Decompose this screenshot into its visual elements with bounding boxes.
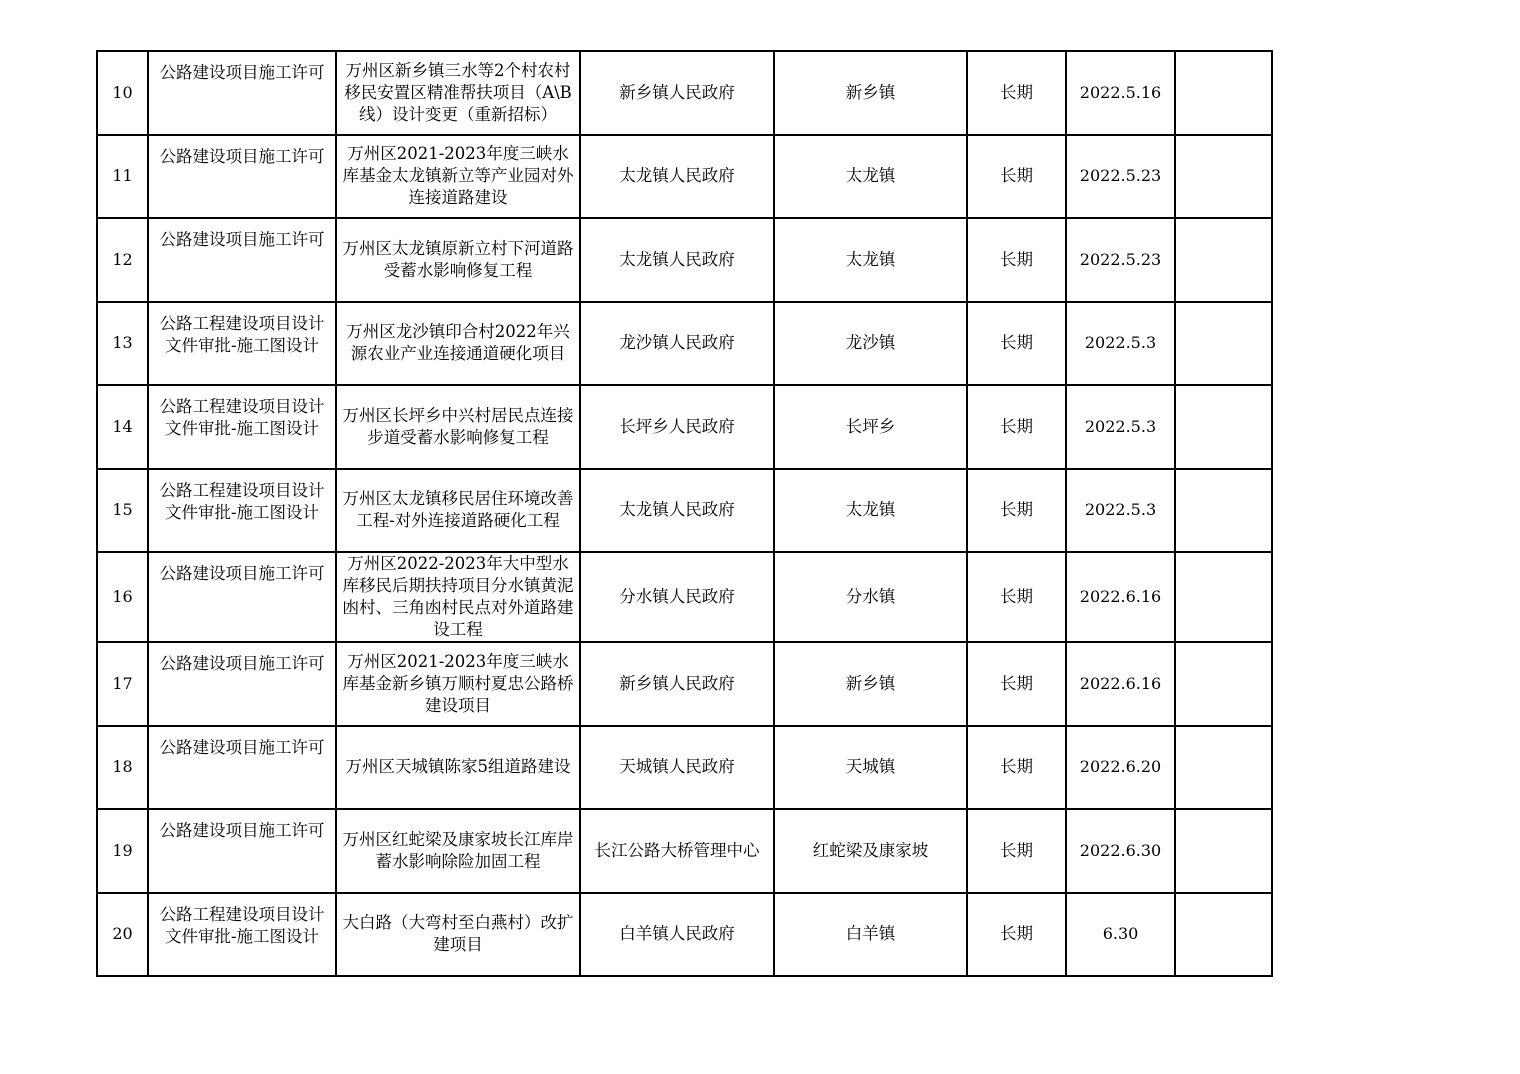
approval-type-cell	[148, 552, 336, 642]
location-text: 龙沙镇	[845, 333, 896, 353]
applicant-cell	[580, 469, 774, 553]
approval-date-text: 2022.6.20	[1079, 757, 1162, 777]
row-number-cell	[97, 552, 148, 642]
applicant-text: 长江公路大桥管理中心	[594, 840, 760, 860]
remarks-cell	[1175, 135, 1272, 219]
table-row	[97, 726, 1272, 810]
approval-date-cell	[1066, 893, 1175, 977]
applicant-cell	[580, 51, 774, 135]
project-name-cell	[336, 469, 580, 553]
row-number-cell	[97, 51, 148, 135]
validity-term-cell	[967, 469, 1066, 553]
validity-term-text: 长期	[1000, 82, 1033, 102]
row-number-text: 14	[112, 416, 133, 436]
row-number-text: 11	[112, 166, 133, 186]
location-cell	[774, 552, 967, 642]
project-name-text: 万州区2021-2023年度三峡水库基金太龙镇新立等产业园对外连接道路建设	[342, 144, 574, 208]
location-cell	[774, 469, 967, 553]
applicant-cell	[580, 726, 774, 810]
location-cell	[774, 893, 967, 977]
project-name-cell	[336, 893, 580, 977]
remarks-cell	[1175, 726, 1272, 810]
project-name-text: 万州区天城镇陈家5组道路建设	[345, 757, 571, 777]
applicant-cell	[580, 893, 774, 977]
applicant-text: 白羊镇人民政府	[619, 924, 735, 944]
row-number-text: 15	[112, 500, 133, 520]
approval-type-text: 公路建设项目施工许可	[159, 737, 325, 757]
row-number-text: 18	[112, 757, 133, 777]
validity-term-cell	[967, 135, 1066, 219]
location-cell	[774, 726, 967, 810]
approval-date-text: 2022.6.16	[1079, 587, 1162, 606]
row-number-cell	[97, 385, 148, 469]
project-name-text: 大白路（大弯村至白燕村）改扩建项目	[342, 913, 574, 955]
validity-term-cell	[967, 302, 1066, 386]
project-name-cell	[336, 385, 580, 469]
location-cell	[774, 51, 967, 135]
row-number-cell	[97, 726, 148, 810]
location-text: 分水镇	[845, 587, 896, 606]
table-row	[97, 893, 1272, 977]
row-number-cell	[97, 809, 148, 893]
applicant-text: 分水镇人民政府	[619, 587, 735, 606]
location-cell	[774, 642, 967, 726]
row-number-text: 10	[112, 82, 133, 102]
table-body	[97, 51, 1272, 976]
row-number-text: 19	[112, 840, 133, 860]
approval-type-text: 公路建设项目施工许可	[159, 564, 325, 583]
applicant-cell	[580, 302, 774, 386]
location-cell	[774, 809, 967, 893]
table-row	[97, 218, 1272, 302]
approval-type-cell	[148, 893, 336, 977]
table-row	[97, 642, 1272, 726]
project-name-text: 万州区2021-2023年度三峡水库基金新乡镇万顺村夏忠公路桥建设项目	[342, 651, 574, 715]
applicant-text: 长坪乡人民政府	[619, 416, 735, 436]
table-row	[97, 385, 1272, 469]
approval-type-text: 公路建设项目施工许可	[159, 654, 325, 673]
approval-type-cell	[148, 135, 336, 219]
validity-term-text: 长期	[1000, 333, 1033, 353]
applicant-text: 新乡镇人民政府	[619, 673, 735, 693]
validity-term-cell	[967, 218, 1066, 302]
approval-type-cell	[148, 726, 336, 810]
validity-term-cell	[967, 809, 1066, 893]
location-cell	[774, 135, 967, 219]
location-text: 天城镇	[845, 757, 896, 777]
approval-type-cell	[148, 809, 336, 893]
remarks-cell	[1175, 51, 1272, 135]
approval-date-cell	[1066, 302, 1175, 386]
approval-date-cell	[1066, 726, 1175, 810]
validity-term-text: 长期	[1000, 416, 1033, 436]
validity-term-cell	[967, 726, 1066, 810]
remarks-cell	[1175, 642, 1272, 726]
project-name-text: 万州区长坪乡中兴村居民点连接步道受蓄水影响修复工程	[342, 405, 574, 447]
approval-type-text: 公路工程建设项目设计文件审批-施工图设计	[159, 313, 325, 355]
approval-date-cell	[1066, 218, 1175, 302]
applicant-cell	[580, 135, 774, 219]
row-number-text: 17	[112, 673, 133, 693]
applicant-text: 太龙镇人民政府	[619, 500, 735, 520]
row-number-cell	[97, 642, 148, 726]
applicant-text: 天城镇人民政府	[619, 757, 735, 777]
location-text: 新乡镇	[845, 673, 896, 693]
project-name-text: 万州区龙沙镇印合村2022年兴源农业产业连接通道硬化项目	[346, 322, 570, 364]
validity-term-text: 长期	[1000, 166, 1033, 186]
applicant-text: 太龙镇人民政府	[619, 249, 735, 269]
remarks-cell	[1175, 302, 1272, 386]
row-number-cell	[97, 469, 148, 553]
validity-term-cell	[967, 51, 1066, 135]
approval-date-text: 2022.5.23	[1079, 166, 1162, 186]
project-name-text: 万州区太龙镇原新立村下河道路受蓄水影响修复工程	[342, 238, 574, 280]
table-row	[97, 135, 1272, 219]
row-number-cell	[97, 135, 148, 219]
approval-type-cell	[148, 51, 336, 135]
validity-term-text: 长期	[1000, 500, 1033, 520]
row-number-cell	[97, 218, 148, 302]
approval-type-text: 公路建设项目施工许可	[159, 63, 325, 82]
validity-term-text: 长期	[1000, 249, 1033, 269]
project-name-cell	[336, 809, 580, 893]
approval-date-cell	[1066, 552, 1175, 642]
validity-term-text: 长期	[1000, 924, 1033, 944]
approval-type-cell	[148, 642, 336, 726]
validity-term-text: 长期	[1000, 587, 1033, 606]
table-row	[97, 552, 1272, 642]
project-name-cell	[336, 218, 580, 302]
applicant-cell	[580, 642, 774, 726]
approval-type-cell	[148, 385, 336, 469]
location-text: 太龙镇	[845, 500, 896, 520]
approval-type-cell	[148, 218, 336, 302]
approval-date-cell	[1066, 51, 1175, 135]
row-number-text: 13	[112, 333, 133, 353]
approval-date-text: 2022.5.23	[1079, 249, 1162, 269]
approval-date-cell	[1066, 469, 1175, 553]
approval-date-text: 6.30	[1102, 924, 1139, 944]
project-name-text: 万州区太龙镇移民居住环境改善工程-对外连接道路硬化工程	[342, 489, 574, 531]
approval-type-cell	[148, 469, 336, 553]
project-name-cell	[336, 302, 580, 386]
approval-date-text: 2022.5.3	[1084, 500, 1157, 520]
validity-term-cell	[967, 642, 1066, 726]
applicant-cell	[580, 809, 774, 893]
table-row	[97, 302, 1272, 386]
approval-type-text: 公路工程建设项目设计文件审批-施工图设计	[159, 480, 325, 522]
remarks-cell	[1175, 218, 1272, 302]
row-number-cell	[97, 302, 148, 386]
project-name-cell	[336, 51, 580, 135]
table-row	[97, 51, 1272, 135]
approval-type-text: 公路建设项目施工许可	[159, 230, 325, 249]
remarks-cell	[1175, 809, 1272, 893]
approval-type-text: 公路工程建设项目设计文件审批-施工图设计	[159, 904, 325, 946]
remarks-cell	[1175, 385, 1272, 469]
applicant-text: 龙沙镇人民政府	[619, 333, 735, 353]
location-text: 长坪乡	[845, 416, 896, 436]
approval-table	[96, 50, 1273, 977]
applicant-cell	[580, 552, 774, 642]
validity-term-cell	[967, 552, 1066, 642]
project-name-cell	[336, 726, 580, 810]
location-text: 太龙镇	[845, 249, 896, 269]
remarks-cell	[1175, 469, 1272, 553]
project-name-cell	[336, 135, 580, 219]
table-row	[97, 809, 1272, 893]
location-text: 新乡镇	[845, 82, 896, 102]
approval-type-text: 公路建设项目施工许可	[159, 146, 325, 166]
validity-term-cell	[967, 385, 1066, 469]
row-number-text: 20	[112, 924, 133, 944]
location-cell	[774, 385, 967, 469]
applicant-cell	[580, 385, 774, 469]
location-text: 太龙镇	[845, 166, 896, 186]
validity-term-cell	[967, 893, 1066, 977]
location-text: 红蛇梁及康家坡	[812, 840, 929, 860]
row-number-cell	[97, 893, 148, 977]
validity-term-text: 长期	[1000, 673, 1033, 693]
validity-term-text: 长期	[1000, 840, 1033, 860]
applicant-text: 太龙镇人民政府	[619, 166, 735, 186]
remarks-cell	[1175, 552, 1272, 642]
project-name-text: 万州区新乡镇三水等2个村农村移民安置区精准帮扶项目（A\B线）设计变更（重新招标）	[344, 60, 572, 124]
project-name-text: 万州区红蛇梁及康家坡长江库岸蓄水影响除险加固工程	[342, 829, 574, 871]
location-cell	[774, 218, 967, 302]
approval-date-cell	[1066, 809, 1175, 893]
remarks-cell	[1175, 893, 1272, 977]
approval-type-text: 公路工程建设项目设计文件审批-施工图设计	[159, 397, 325, 438]
applicant-text: 新乡镇人民政府	[619, 82, 735, 102]
project-name-cell	[336, 552, 580, 642]
row-number-text: 16	[112, 587, 133, 606]
approval-date-cell	[1066, 385, 1175, 469]
approval-date-cell	[1066, 642, 1175, 726]
validity-term-text: 长期	[1000, 757, 1033, 777]
approval-date-text: 2022.5.3	[1084, 416, 1157, 436]
applicant-cell	[580, 218, 774, 302]
approval-date-text: 2022.5.16	[1079, 82, 1162, 102]
location-text: 白羊镇	[845, 924, 896, 944]
table-row	[97, 469, 1272, 553]
project-name-text: 万州区2022-2023年大中型水库移民后期扶持项目分水镇黄泥凼村、三角凼村民点对外道路建设工程	[342, 554, 574, 639]
approval-date-text: 2022.6.16	[1079, 673, 1162, 693]
approval-date-text: 2022.6.30	[1079, 840, 1162, 860]
approval-type-cell	[148, 302, 336, 386]
approval-type-text: 公路建设项目施工许可	[159, 821, 325, 840]
row-number-text: 12	[112, 249, 133, 269]
approval-date-text: 2022.5.3	[1084, 333, 1157, 353]
location-cell	[774, 302, 967, 386]
approval-date-cell	[1066, 135, 1175, 219]
project-name-cell	[336, 642, 580, 726]
